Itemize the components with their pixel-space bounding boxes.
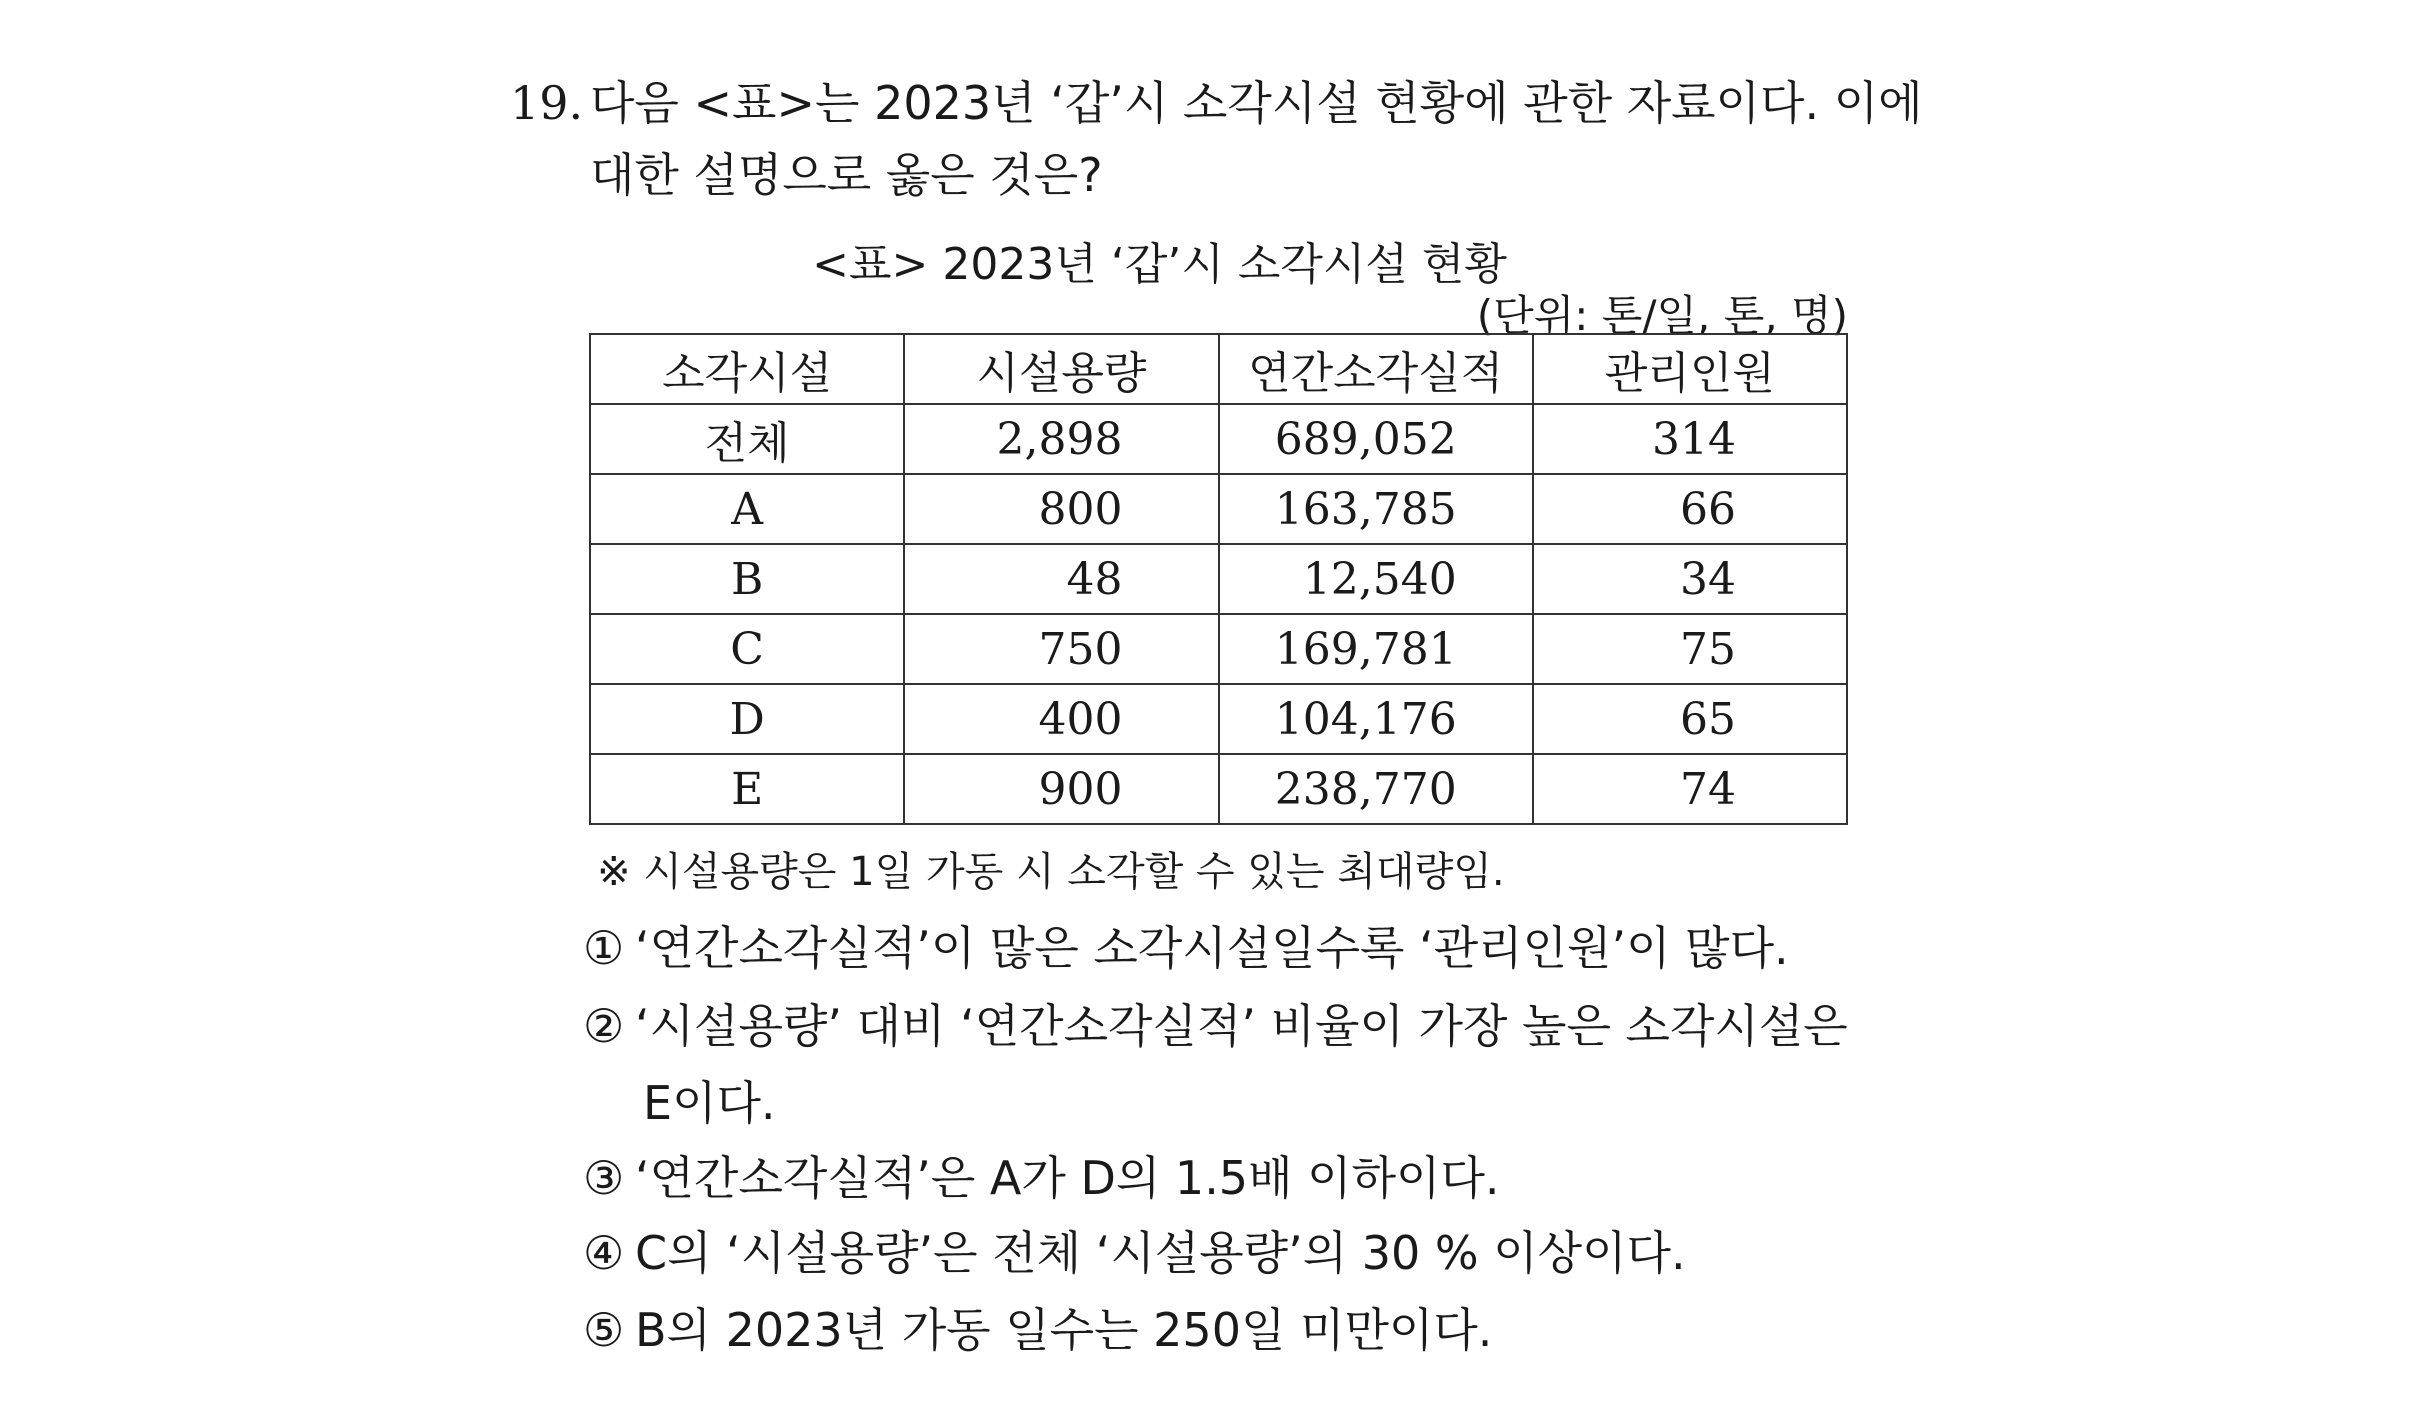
header-capacity: 시설용량	[904, 334, 1218, 404]
cell-facility: B	[590, 544, 904, 614]
choice-text: ‘연간소각실적’이 많은 소각시설일수록 ‘관리인원’이 많다.	[635, 921, 1789, 975]
choice-1[interactable]	[583, 921, 1789, 975]
table-row	[590, 754, 1847, 824]
header-annual-incineration: 연간소각실적	[1219, 334, 1533, 404]
cell-annual: 238,770	[1219, 754, 1533, 824]
table-row	[590, 684, 1847, 754]
choice-mark: ①	[583, 921, 625, 975]
table-row	[590, 614, 1847, 684]
question-text-line2: 대한 설명으로 옳은 것은?	[590, 148, 1103, 202]
header-staff: 관리인원	[1533, 334, 1847, 404]
question-text-line1: 다음 <표>는 2023년 ‘갑’시 소각시설 현황에 관한 자료이다. 이에	[590, 76, 1923, 130]
cell-annual: 689,052	[1219, 404, 1533, 474]
choice-4[interactable]	[583, 1226, 1686, 1280]
table-row	[590, 404, 1847, 474]
table-caption-text: <표> 2023년 ‘갑’시 소각시설 현황	[812, 239, 1507, 290]
choice-text: ‘시설용량’ 대비 ‘연간소각실적’ 비율이 가장 높은 소각시설은	[635, 999, 1848, 1053]
choice-mark: ④	[583, 1226, 625, 1280]
cell-facility: 전체	[590, 404, 904, 474]
table-caption	[0, 228, 2409, 292]
table-row	[590, 474, 1847, 544]
choice-mark: ⑤	[583, 1303, 625, 1357]
cell-capacity: 800	[904, 474, 1218, 544]
choice-2[interactable]	[583, 999, 1848, 1053]
header-facility: 소각시설	[590, 334, 904, 404]
cell-capacity: 2,898	[904, 404, 1218, 474]
unit-note: (단위: 톤/일, 톤, 명)	[1476, 291, 1848, 340]
choice-mark: ②	[583, 999, 625, 1053]
cell-annual: 163,785	[1219, 474, 1533, 544]
question-number: 19.	[510, 76, 584, 130]
cell-facility: A	[590, 474, 904, 544]
choice-2-continuation[interactable]: E이다.	[643, 1076, 776, 1130]
cell-capacity: 48	[904, 544, 1218, 614]
cell-annual: 169,781	[1219, 614, 1533, 684]
cell-staff: 34	[1533, 544, 1847, 614]
table-footnote: ※ 시설용량은 1일 가동 시 소각할 수 있는 최대량임.	[597, 849, 1505, 895]
cell-capacity: 750	[904, 614, 1218, 684]
cell-staff: 75	[1533, 614, 1847, 684]
cell-staff: 66	[1533, 474, 1847, 544]
cell-capacity: 400	[904, 684, 1218, 754]
cell-staff: 74	[1533, 754, 1847, 824]
choice-text: C의 ‘시설용량’은 전체 ‘시설용량’의 30 % 이상이다.	[635, 1226, 1686, 1280]
table-header-row	[590, 334, 1847, 404]
choice-text: ‘연간소각실적’은 A가 D의 1.5배 이하이다.	[635, 1151, 1500, 1205]
choice-text: B의 2023년 가동 일수는 250일 미만이다.	[635, 1303, 1493, 1357]
table-row	[590, 544, 1847, 614]
data-table	[589, 333, 1848, 825]
cell-facility: D	[590, 684, 904, 754]
cell-staff: 314	[1533, 404, 1847, 474]
choice-3[interactable]	[583, 1151, 1500, 1205]
choice-5[interactable]	[583, 1303, 1493, 1357]
cell-annual: 104,176	[1219, 684, 1533, 754]
cell-annual: 12,540	[1219, 544, 1533, 614]
choice-mark: ③	[583, 1151, 625, 1205]
cell-facility: C	[590, 614, 904, 684]
cell-capacity: 900	[904, 754, 1218, 824]
cell-staff: 65	[1533, 684, 1847, 754]
cell-facility: E	[590, 754, 904, 824]
